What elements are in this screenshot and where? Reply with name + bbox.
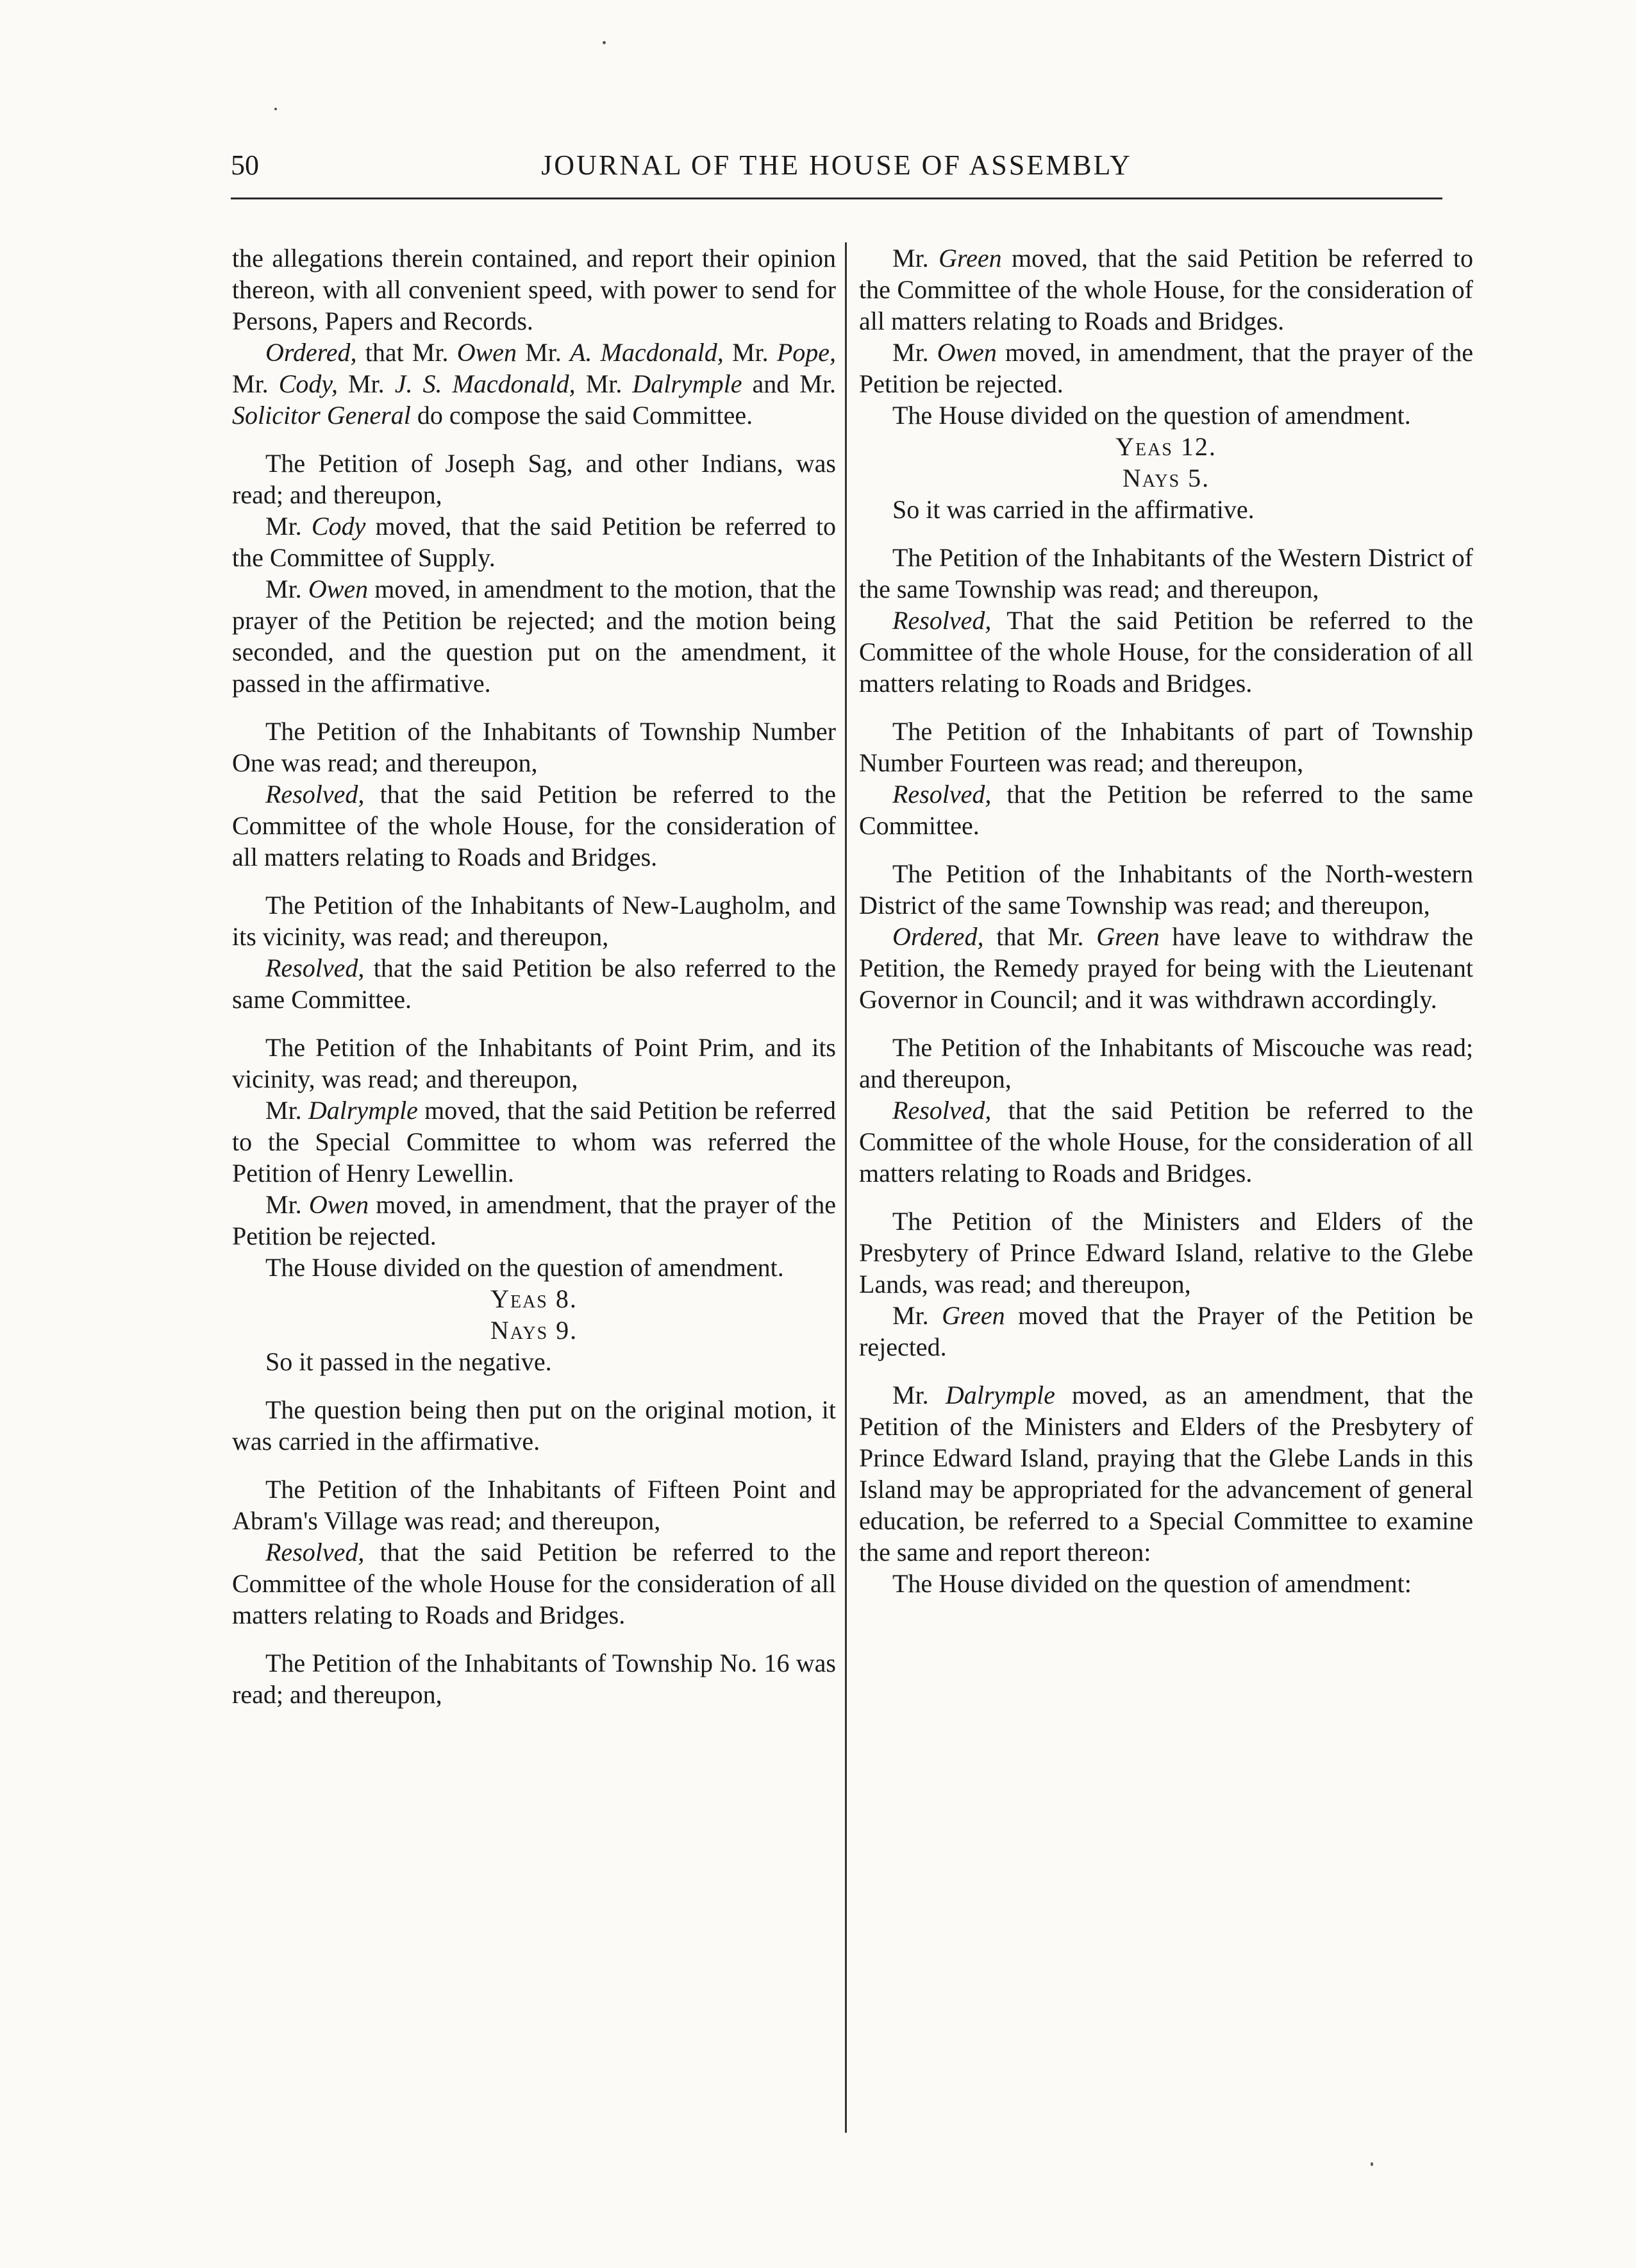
paragraph: The House divided on the question of amendment. (265, 1253, 784, 1282)
paragraph: Resolved, That the said Petition be referred to the Committee of the whole House, for the consideration of all matters relating to Roads and Bridges. (859, 606, 1473, 698)
paragraph: Mr. Dalrymple moved, as an amendment, that the Petition of the Ministers and Elders of the Presbytery of Prince Edward Island, praying that the Glebe Lands in this Island may be appropriated for the advancement of general education, be referred to a Special Committee to examine the same and report thereon: (859, 1381, 1474, 1567)
page-number: 50 (231, 149, 259, 181)
paragraph: The House divided on the question of amendment. (892, 401, 1411, 430)
left-column (232, 242, 836, 2134)
paragraph: Mr. Cody moved, that the said Petition be referred to the Committee of Supply. (232, 512, 836, 572)
paragraph: Mr. Owen moved, in amendment to the motion, that the prayer of the Petition be rejected; and the motion being seconded, and the question put on the amendment, it passed in the affirmative. (232, 575, 837, 698)
right-column (859, 242, 1473, 2134)
paper-speck (1371, 2162, 1373, 2166)
paragraph: The Petition of Joseph Sag, and other Indians, was read; and thereupon, (232, 449, 836, 509)
nays-count: Nays 5. (1122, 464, 1210, 492)
paragraph: Mr. Green moved, that the said Petition be referred to the Committee of the whole House, for the consideration of all matters relating to Roads and Bridges. (859, 244, 1473, 335)
paragraph: Resolved, that the Petition be referred to the same Committee. (859, 780, 1473, 840)
paragraph: The Petition of the Inhabitants of New-Laugholm, and its vicinity, was read; and thereupon, (232, 891, 836, 951)
paper-speck (274, 108, 277, 110)
paragraph: The Petition of the Inhabitants of Township Number One was read; and thereupon, (232, 717, 836, 777)
paragraph: The Petition of the Inhabitants of the North-western District of the same Township was read; and thereupon, (859, 859, 1473, 920)
paper-speck (603, 41, 606, 44)
running-title: JOURNAL OF THE HOUSE OF ASSEMBLY (541, 149, 1132, 181)
paragraph: The Petition of the Inhabitants of Point Prim, and its vicinity, was read; and thereupon, (232, 1033, 836, 1093)
paragraph: Resolved, that the said Petition be referred to the Committee of the whole House, for the consideration of all matters relating to Roads and Bridges. (859, 1096, 1473, 1188)
paragraph: Resolved, that the said Petition be referred to the Committee of the whole House for the consideration of all matters relating to Roads and Bridges. (232, 1538, 836, 1629)
paragraph: The Petition of the Inhabitants of Fifteen Point and Abram's Village was read; and thereupon, (232, 1475, 836, 1535)
paragraph: Ordered, that Mr. Green have leave to withdraw the Petition, the Remedy prayed for being with the Lieutenant Governor in Council; and it was withdrawn accordingly. (859, 922, 1473, 1014)
paragraph: Resolved, that the said Petition be referred to the Committee of the whole House, for the consideration of all matters relating to Roads and Bridges. (232, 780, 836, 871)
yeas-count: Yeas 8. (490, 1284, 578, 1313)
paragraph: Mr. Dalrymple moved, that the said Petition be referred to the Special Committee to whom was referred the Petition of Henry Lewellin. (232, 1096, 836, 1188)
column-divider (845, 242, 847, 2133)
paragraph: The Petition of the Ministers and Elders of the Presbytery of Prince Edward Island, relative to the Glebe Lands, was read; and thereupon, (859, 1207, 1473, 1298)
paragraph: The Petition of the Inhabitants of Miscouche was read; and thereupon, (859, 1033, 1473, 1093)
paragraph: The question being then put on the original motion, it was carried in the affirmative. (232, 1395, 836, 1456)
paragraph: The House divided on the question of amendment: (892, 1569, 1412, 1598)
paragraph: Mr. Owen moved, in amendment, that the prayer of the Petition be rejected. (859, 338, 1473, 398)
paragraph: The Petition of the Inhabitants of part of Township Number Fourteen was read; and thereupon, (859, 717, 1473, 777)
paragraph: So it passed in the negative. (265, 1347, 552, 1376)
paragraph: Mr. Owen moved, in amendment, that the prayer of the Petition be rejected. (232, 1190, 837, 1250)
paragraph: the allegations therein contained, and report their opinion thereon, with all convenient speed, with power to send for Persons, Papers and Records. (232, 244, 836, 335)
nays-count: Nays 9. (490, 1316, 578, 1345)
header-rule (231, 197, 1442, 199)
yeas-count: Yeas 12. (1115, 432, 1217, 461)
paragraph: The Petition of the Inhabitants of the Western District of the same Township was read; and thereupon, (859, 543, 1473, 603)
page-header (231, 149, 1442, 194)
paragraph: Resolved, that the said Petition be also referred to the same Committee. (232, 953, 836, 1014)
paragraph: Ordered, that Mr. Owen Mr. A. Macdonald, Mr. Pope, Mr. Cody, Mr. J. S. Macdonald, Mr. Dalrymple and Mr. Solicitor General do compose the said Committee. (232, 338, 836, 430)
paragraph: So it was carried in the affirmative. (892, 495, 1255, 524)
paragraph: The Petition of the Inhabitants of Township No. 16 was read; and thereupon, (232, 1649, 836, 1709)
paragraph: Mr. Green moved that the Prayer of the Petition be rejected. (859, 1301, 1473, 1361)
